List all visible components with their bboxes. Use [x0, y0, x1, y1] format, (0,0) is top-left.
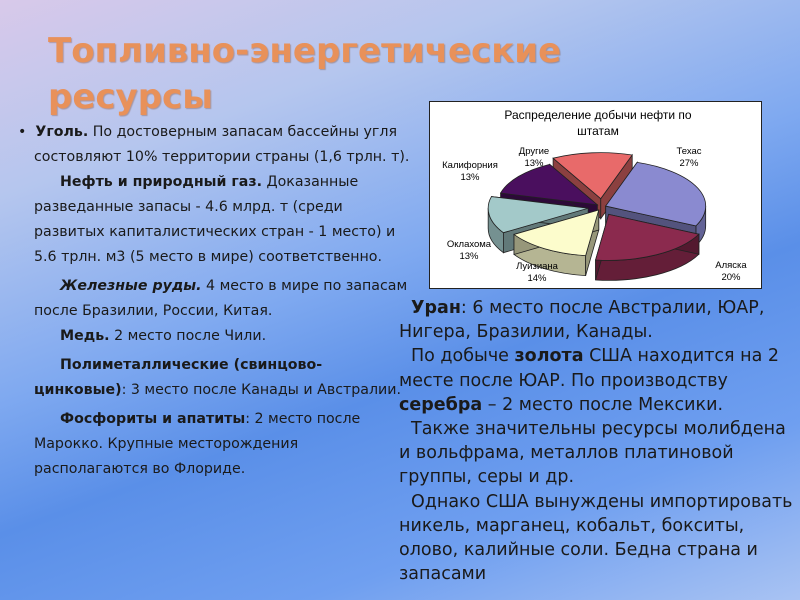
phosphate-text: : 2 место после Марокко. Крупные месторождения располагаются во Флориде. — [34, 411, 361, 477]
uranium-text: : 6 место после Австралии, ЮАР, Нигера, Бразилии, Канады. — [399, 298, 765, 343]
label-louisiana: Луизиана — [516, 261, 558, 272]
silver-text: – 2 место после Мексики. — [482, 394, 724, 415]
slide-title: Топливно-энергетические ресурсы — [48, 31, 562, 117]
copper-paragraph — [34, 324, 410, 349]
coal-text: По достоверным запасам бассейны угля состовляют 10% территории страны (1,6 трлн. т). — [34, 124, 410, 165]
pct-alaska: 20% — [721, 272, 741, 283]
also-paragraph: Также значительны ресурсы молибдена и вольфрама, металлов платиновой группы, серы и др. — [399, 419, 786, 488]
label-other: Другие — [518, 146, 550, 157]
polymetal-text: : 3 место после Канады и Австралии. — [121, 382, 401, 398]
pct-oklahoma: 13% — [459, 251, 479, 262]
coal-heading: Уголь. — [35, 124, 89, 140]
gold-middle-text: США находится на 2 месте после ЮАР. По производству — [399, 346, 779, 391]
oil-pie-chart — [429, 101, 762, 289]
gold-silver-paragraph — [399, 344, 799, 417]
label-texas: Техас — [676, 146, 702, 157]
phosphate-heading: Фосфориты и апатиты — [60, 411, 246, 427]
polymetal-heading: Полиметаллические (свинцово-цинковые) — [34, 357, 323, 398]
label-california: Калифорния — [442, 160, 498, 171]
oil-heading: Нефть и природный газ. — [60, 174, 262, 190]
right-text-block — [399, 296, 799, 586]
uranium-heading: Уран — [411, 298, 461, 318]
phosphate-paragraph — [34, 407, 410, 482]
coal-paragraph: • Уголь. По достоверным запасам бассейны угля состовляют 10% территории страны (1,6 трлн. т). — [18, 124, 410, 165]
pct-texas: 27% — [679, 158, 699, 169]
oil-text: Доказанные разведанные запасы - 4.6 млрд. т (среди развитых капиталистических стран - 1 место) и 5.6 трлн. м3 (5 место в мире) соответственно. — [34, 174, 396, 265]
pct-california: 13% — [460, 172, 480, 183]
iron-text: 4 место в мире по запасам после Бразилии, России, Китая. — [34, 278, 408, 319]
gold-prefix: По добыче — [411, 346, 515, 367]
silver-word: серебра — [399, 394, 483, 415]
label-alaska: Аляска — [715, 260, 747, 271]
gold-word: золота — [514, 346, 584, 367]
oil-paragraph — [34, 170, 410, 270]
chart-title-line-1: Распределение добычи нефти по — [504, 108, 692, 122]
copper-heading: Медь. — [60, 328, 110, 344]
uranium-paragraph — [399, 296, 799, 344]
polymetal-paragraph — [34, 353, 410, 403]
label-oklahoma: Оклахома — [446, 239, 492, 250]
copper-text: 2 место после Чили. — [109, 328, 267, 344]
chart-title-line-2: штатам — [577, 124, 619, 138]
iron-heading: Железные руды. — [60, 278, 202, 294]
iron-paragraph — [34, 274, 410, 324]
left-text-block — [18, 120, 410, 482]
pie-chart-svg — [430, 102, 761, 288]
import-paragraph: Однако США вынуждены импортировать никель, марганец, кобальт, бокситы, олово, калийные соли. Бедна страна и запасами — [399, 491, 793, 585]
pct-other: 13% — [524, 158, 544, 169]
pct-louisiana: 14% — [527, 273, 547, 284]
